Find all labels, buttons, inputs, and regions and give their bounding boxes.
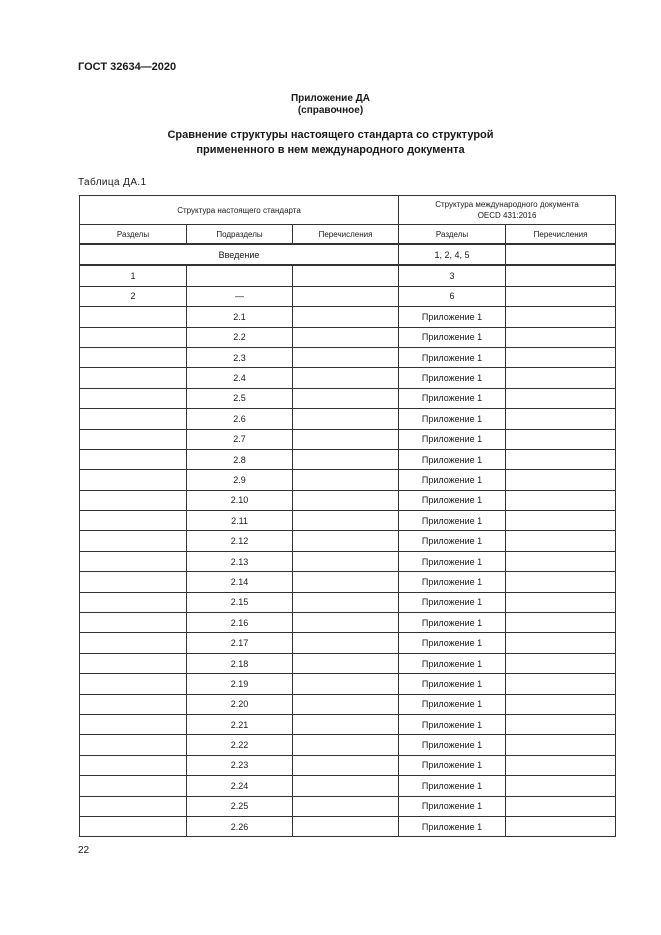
- cell-intl-section: Приложение 1: [399, 327, 506, 347]
- cell-section: [80, 735, 187, 755]
- cell-subsection: [187, 265, 293, 286]
- cell-intl-sections: 1, 2, 4, 5: [399, 244, 506, 265]
- cell-intl-section: Приложение 1: [399, 449, 506, 469]
- cell-section: [80, 531, 187, 551]
- group-header-international-line-2: OECD 431:2016: [477, 211, 537, 220]
- cell-enumeration: [293, 714, 399, 734]
- cell-enumeration: [293, 816, 399, 836]
- column-header: Разделы: [399, 225, 506, 245]
- cell-section: [80, 327, 187, 347]
- cell-section: [80, 714, 187, 734]
- cell-section: [80, 653, 187, 673]
- cell-intl-enumeration: [506, 470, 616, 490]
- cell-intl-enumeration: [506, 694, 616, 714]
- table-row: [80, 572, 616, 592]
- cell-intl-enumeration: [506, 816, 616, 836]
- cell-intl-section: Приложение 1: [399, 776, 506, 796]
- comparison-table: [79, 195, 616, 837]
- cell-subsection: 2.4: [187, 368, 293, 388]
- cell-intl-section: Приложение 1: [399, 572, 506, 592]
- table-row: [80, 633, 616, 653]
- cell-subsection: 2.2: [187, 327, 293, 347]
- cell-national-introduction: Введение: [80, 244, 399, 265]
- cell-section: [80, 409, 187, 429]
- table-row: [80, 653, 616, 673]
- cell-intl-enumeration: [506, 714, 616, 734]
- table-row: [80, 368, 616, 388]
- column-header: Перечисления: [506, 225, 616, 245]
- appendix-subtitle: (справочное): [297, 105, 364, 116]
- cell-subsection: 2.11: [187, 511, 293, 531]
- cell-intl-section: Приложение 1: [399, 694, 506, 714]
- cell-intl-section: Приложение 1: [399, 633, 506, 653]
- table-row: [80, 327, 616, 347]
- cell-section: [80, 551, 187, 571]
- cell-intl-section: Приложение 1: [399, 490, 506, 510]
- table-row: [80, 755, 616, 775]
- table-row: [80, 613, 616, 633]
- cell-enumeration: [293, 551, 399, 571]
- cell-intl-enumerations: [506, 244, 616, 265]
- column-header: Перечисления: [293, 225, 399, 245]
- cell-subsection: 2.21: [187, 714, 293, 734]
- cell-subsection: 2.1: [187, 307, 293, 327]
- cell-intl-section: Приложение 1: [399, 429, 506, 449]
- cell-intl-section: Приложение 1: [399, 755, 506, 775]
- cell-intl-section: Приложение 1: [399, 531, 506, 551]
- cell-enumeration: [293, 327, 399, 347]
- cell-intl-enumeration: [506, 653, 616, 673]
- cell-intl-enumeration: [506, 449, 616, 469]
- cell-enumeration: [293, 796, 399, 816]
- cell-subsection: 2.7: [187, 429, 293, 449]
- cell-intl-enumeration: [506, 307, 616, 327]
- table-row-introduction: [80, 244, 616, 265]
- cell-subsection: 2.20: [187, 694, 293, 714]
- table-row: [80, 490, 616, 510]
- heading-line-1: Сравнение структуры настоящего стандарта со структурой: [167, 129, 494, 141]
- cell-intl-section: Приложение 1: [399, 368, 506, 388]
- cell-section: [80, 490, 187, 510]
- cell-section: [80, 613, 187, 633]
- cell-enumeration: [293, 735, 399, 755]
- cell-intl-enumeration: [506, 633, 616, 653]
- cell-subsection: 2.16: [187, 613, 293, 633]
- table-row: [80, 307, 616, 327]
- cell-intl-enumeration: [506, 388, 616, 408]
- cell-intl-section: Приложение 1: [399, 735, 506, 755]
- cell-intl-section: Приложение 1: [399, 511, 506, 531]
- cell-section: [80, 572, 187, 592]
- table-row: [80, 409, 616, 429]
- cell-intl-enumeration: [506, 429, 616, 449]
- table-column-header-row: [80, 225, 616, 245]
- cell-enumeration: [293, 511, 399, 531]
- cell-subsection: 2.10: [187, 490, 293, 510]
- cell-enumeration: [293, 776, 399, 796]
- cell-subsection: 2.12: [187, 531, 293, 551]
- cell-subsection: 2.3: [187, 347, 293, 367]
- cell-section: [80, 511, 187, 531]
- cell-section: [80, 347, 187, 367]
- cell-subsection: 2.19: [187, 674, 293, 694]
- cell-enumeration: [293, 613, 399, 633]
- cell-section: [80, 796, 187, 816]
- cell-section: [80, 776, 187, 796]
- cell-enumeration: [293, 307, 399, 327]
- cell-section: [80, 470, 187, 490]
- cell-enumeration: [293, 470, 399, 490]
- table-row: [80, 694, 616, 714]
- cell-enumeration: [293, 755, 399, 775]
- cell-intl-section: Приложение 1: [399, 388, 506, 408]
- table-row: [80, 470, 616, 490]
- table-row: [80, 714, 616, 734]
- cell-subsection: 2.17: [187, 633, 293, 653]
- table-row: [80, 776, 616, 796]
- cell-intl-enumeration: [506, 531, 616, 551]
- cell-intl-section: Приложение 1: [399, 592, 506, 612]
- table-row: [80, 816, 616, 836]
- cell-subsection: 2.26: [187, 816, 293, 836]
- table-caption: Таблица ДА.1: [78, 177, 147, 188]
- cell-intl-enumeration: [506, 613, 616, 633]
- group-header-international: [399, 196, 616, 225]
- column-header: Разделы: [80, 225, 187, 245]
- cell-enumeration: [293, 347, 399, 367]
- cell-enumeration: [293, 490, 399, 510]
- table-row: [80, 449, 616, 469]
- cell-enumeration: [293, 531, 399, 551]
- cell-enumeration: [293, 368, 399, 388]
- cell-section: [80, 816, 187, 836]
- page-number: 22: [78, 845, 90, 856]
- cell-intl-section: Приложение 1: [399, 470, 506, 490]
- cell-section: [80, 368, 187, 388]
- cell-enumeration: [293, 409, 399, 429]
- cell-intl-enumeration: [506, 551, 616, 571]
- cell-intl-section: Приложение 1: [399, 307, 506, 327]
- cell-section: 1: [80, 265, 187, 286]
- cell-intl-enumeration: [506, 409, 616, 429]
- cell-subsection: 2.23: [187, 755, 293, 775]
- appendix-title: Приложение ДА: [290, 93, 371, 104]
- group-header-national: Структура настоящего стандарта: [80, 196, 399, 225]
- cell-intl-section: Приложение 1: [399, 409, 506, 429]
- cell-intl-section: Приложение 1: [399, 613, 506, 633]
- cell-intl-section: Приложение 1: [399, 653, 506, 673]
- document-code: ГОСТ 32634—2020: [78, 61, 177, 73]
- cell-subsection: 2.5: [187, 388, 293, 408]
- cell-subsection: 2.24: [187, 776, 293, 796]
- cell-section: [80, 307, 187, 327]
- cell-section: [80, 755, 187, 775]
- cell-intl-enumeration: [506, 592, 616, 612]
- cell-subsection: 2.25: [187, 796, 293, 816]
- cell-subsection: 2.13: [187, 551, 293, 571]
- cell-intl-enumeration: [506, 490, 616, 510]
- cell-intl-enumeration: [506, 572, 616, 592]
- cell-subsection: 2.18: [187, 653, 293, 673]
- cell-intl-enumeration: [506, 327, 616, 347]
- cell-enumeration: [293, 674, 399, 694]
- cell-section: [80, 694, 187, 714]
- cell-section: [80, 633, 187, 653]
- cell-intl-enumeration: [506, 286, 616, 306]
- cell-subsection: 2.6: [187, 409, 293, 429]
- cell-enumeration: [293, 388, 399, 408]
- cell-section: [80, 388, 187, 408]
- cell-enumeration: [293, 653, 399, 673]
- section-heading: [0, 128, 661, 158]
- table-row: [80, 551, 616, 571]
- cell-intl-section: 6: [399, 286, 506, 306]
- cell-subsection: 2.8: [187, 449, 293, 469]
- cell-subsection: 2.22: [187, 735, 293, 755]
- cell-intl-section: Приложение 1: [399, 816, 506, 836]
- cell-subsection: —: [187, 286, 293, 306]
- cell-subsection: 2.9: [187, 470, 293, 490]
- cell-intl-enumeration: [506, 735, 616, 755]
- cell-intl-enumeration: [506, 265, 616, 286]
- cell-enumeration: [293, 633, 399, 653]
- cell-subsection: 2.15: [187, 592, 293, 612]
- cell-intl-section: Приложение 1: [399, 347, 506, 367]
- cell-intl-section: 3: [399, 265, 506, 286]
- cell-enumeration: [293, 286, 399, 306]
- table-row: [80, 735, 616, 755]
- cell-intl-section: Приложение 1: [399, 674, 506, 694]
- cell-intl-enumeration: [506, 368, 616, 388]
- table-row: [80, 796, 616, 816]
- table-group-header-row: [80, 196, 616, 225]
- table-row: [80, 511, 616, 531]
- table-row: [80, 531, 616, 551]
- cell-intl-section: Приложение 1: [399, 796, 506, 816]
- cell-intl-enumeration: [506, 776, 616, 796]
- cell-enumeration: [293, 694, 399, 714]
- cell-enumeration: [293, 265, 399, 286]
- table-row: [80, 347, 616, 367]
- cell-enumeration: [293, 429, 399, 449]
- cell-intl-enumeration: [506, 511, 616, 531]
- table-row: [80, 429, 616, 449]
- table-row: [80, 592, 616, 612]
- table-row: [80, 674, 616, 694]
- group-header-international-line-1: Структура международного документа: [435, 200, 579, 209]
- cell-intl-enumeration: [506, 796, 616, 816]
- heading-line-2: примененного в нем международного документа: [196, 144, 465, 156]
- cell-subsection: 2.14: [187, 572, 293, 592]
- cell-section: [80, 449, 187, 469]
- table-row: [80, 265, 616, 286]
- cell-intl-section: Приложение 1: [399, 714, 506, 734]
- cell-intl-section: Приложение 1: [399, 551, 506, 571]
- column-header: Подразделы: [187, 225, 293, 245]
- table-row: [80, 388, 616, 408]
- cell-intl-enumeration: [506, 674, 616, 694]
- cell-section: [80, 592, 187, 612]
- cell-enumeration: [293, 449, 399, 469]
- cell-section: [80, 429, 187, 449]
- table-row: [80, 286, 616, 306]
- cell-intl-enumeration: [506, 347, 616, 367]
- cell-intl-enumeration: [506, 755, 616, 775]
- cell-section: [80, 674, 187, 694]
- cell-enumeration: [293, 592, 399, 612]
- cell-section: 2: [80, 286, 187, 306]
- cell-enumeration: [293, 572, 399, 592]
